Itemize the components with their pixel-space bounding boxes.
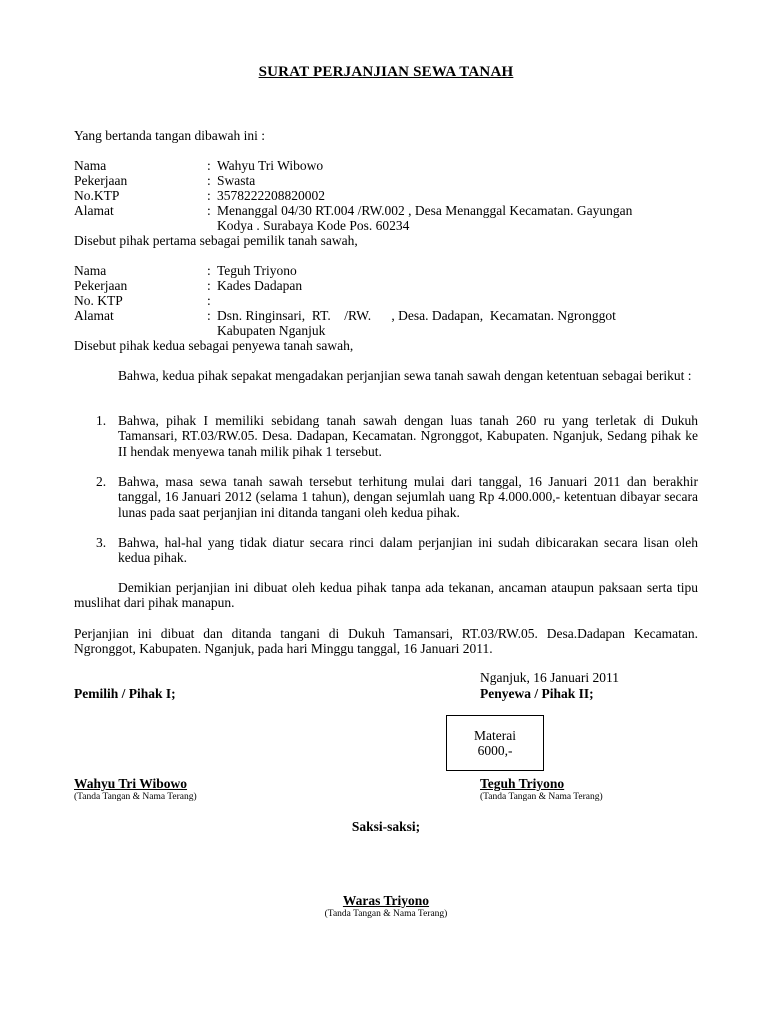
list-item: Bahwa, hal-hal yang tidak diatur secara rinci dalam perjanjian ini sudah dibicarakan secara lisan oleh kedua pihak.: [118, 535, 698, 566]
left-signature-note: (Tanda Tangan & Nama Terang): [74, 792, 197, 802]
party2-pekerjaan: Kades Dadapan: [217, 278, 303, 293]
party1-nama: Wahyu Tri Wibowo: [217, 158, 324, 173]
party1-desc: Disebut pihak pertama sebagai pemilik tanah sawah,: [74, 233, 358, 248]
party2-alamat-line1: Dsn. Ringinsari, RT. /RW. , Desa. Dadapan, Kecamatan. Ngronggot: [217, 308, 616, 323]
colon: :: [207, 263, 211, 278]
party2-alamat-line2: Kabupaten Nganjuk: [217, 323, 326, 338]
label-nama-2: Nama: [74, 263, 107, 278]
agreement-intro: Bahwa, kedua pihak sepakat mengadakan perjanjian sewa tanah sawah dengan ketentuan sebagai berikut :: [118, 368, 692, 383]
item-number: 2.: [96, 474, 107, 489]
party2-nama: Teguh Triyono: [217, 263, 297, 278]
place-date: Nganjuk, 16 Januari 2011: [480, 670, 619, 685]
label-alamat-1: Alamat: [74, 203, 114, 218]
party1-alamat-line2: Kodya . Surabaya Kode Pos. 60234: [217, 218, 410, 233]
list-item: Bahwa, masa sewa tanah sawah tersebut terhitung mulai dari tanggal, 16 Januari 2011 dan berakhir tanggal, 16 Januari 2012 (selama 1 tahun), dengan sejumlah uang Rp 4.000.000,- ketentuan dibayar secara lunas pada saat perjanjian ini ditanda tangani oleh kedua pihak.: [118, 474, 698, 520]
colon: :: [207, 188, 211, 203]
document-title: SURAT PERJANJIAN SEWA TANAH: [258, 64, 514, 80]
right-role: Penyewa / Pihak II;: [480, 686, 594, 701]
materai-label: Materai: [474, 728, 516, 743]
closing-paragraph-2: Perjanjian ini dibuat dan ditanda tangani di Dukuh Tamansari, RT.03/RW.05. Desa.Dadapan Kecamatan. Ngronggot, Kabupaten. Nganjuk, pada hari Minggu tanggal, 16 Januari 2011.: [74, 626, 698, 657]
label-nama-1: Nama: [74, 158, 107, 173]
label-ktp-1: No.KTP: [74, 188, 120, 203]
party1-alamat-line1: Menanggal 04/30 RT.004 /RW.002 , Desa Menanggal Kecamatan. Gayungan: [217, 203, 633, 218]
colon: :: [207, 278, 211, 293]
witness-name: Waras Triyono: [342, 893, 430, 908]
colon: :: [207, 158, 211, 173]
label-pekerjaan-1: Pekerjaan: [74, 173, 128, 188]
materai-value: 6000,-: [477, 743, 513, 758]
item-number: 3.: [96, 535, 107, 550]
party1-pekerjaan: Swasta: [217, 173, 256, 188]
right-signature-note: (Tanda Tangan & Nama Terang): [480, 792, 603, 802]
party2-desc: Disebut pihak kedua sebagai penyewa tanah sawah,: [74, 338, 354, 353]
label-pekerjaan-2: Pekerjaan: [74, 278, 128, 293]
left-role: Pemilih / Pihak I;: [74, 686, 176, 701]
witness-title: Saksi-saksi;: [351, 819, 421, 834]
left-signatory-name: Wahyu Tri Wibowo: [74, 776, 188, 791]
materai-stamp-box: [446, 715, 544, 771]
witness-signature-note: (Tanda Tangan & Nama Terang): [324, 909, 448, 919]
intro-text: Yang bertanda tangan dibawah ini :: [74, 128, 265, 143]
colon: :: [207, 293, 211, 308]
right-signatory-name: Teguh Triyono: [480, 776, 565, 791]
colon: :: [207, 308, 211, 323]
closing-paragraph-1: Demikian perjanjian ini dibuat oleh kedua pihak tanpa ada tekanan, ancaman ataupun paksaan serta tipu muslihat dari pihak manapun.: [74, 580, 698, 611]
label-alamat-2: Alamat: [74, 308, 114, 323]
item-number: 1.: [96, 413, 107, 428]
list-item: Bahwa, pihak I memiliki sebidang tanah sawah dengan luas tanah 260 ru yang terletak di Dukuh Tamansari, RT.03/RW.05. Desa. Dadapan, Kecamatan. Ngronggot, Kabupaten. Nganjuk, Sedang pihak ke II hendak menyewa tanah milik pihak 1 tersebut.: [118, 413, 698, 459]
colon: :: [207, 173, 211, 188]
party1-ktp: 3578222208820002: [217, 188, 325, 203]
colon: :: [207, 203, 211, 218]
label-ktp-2: No. KTP: [74, 293, 123, 308]
